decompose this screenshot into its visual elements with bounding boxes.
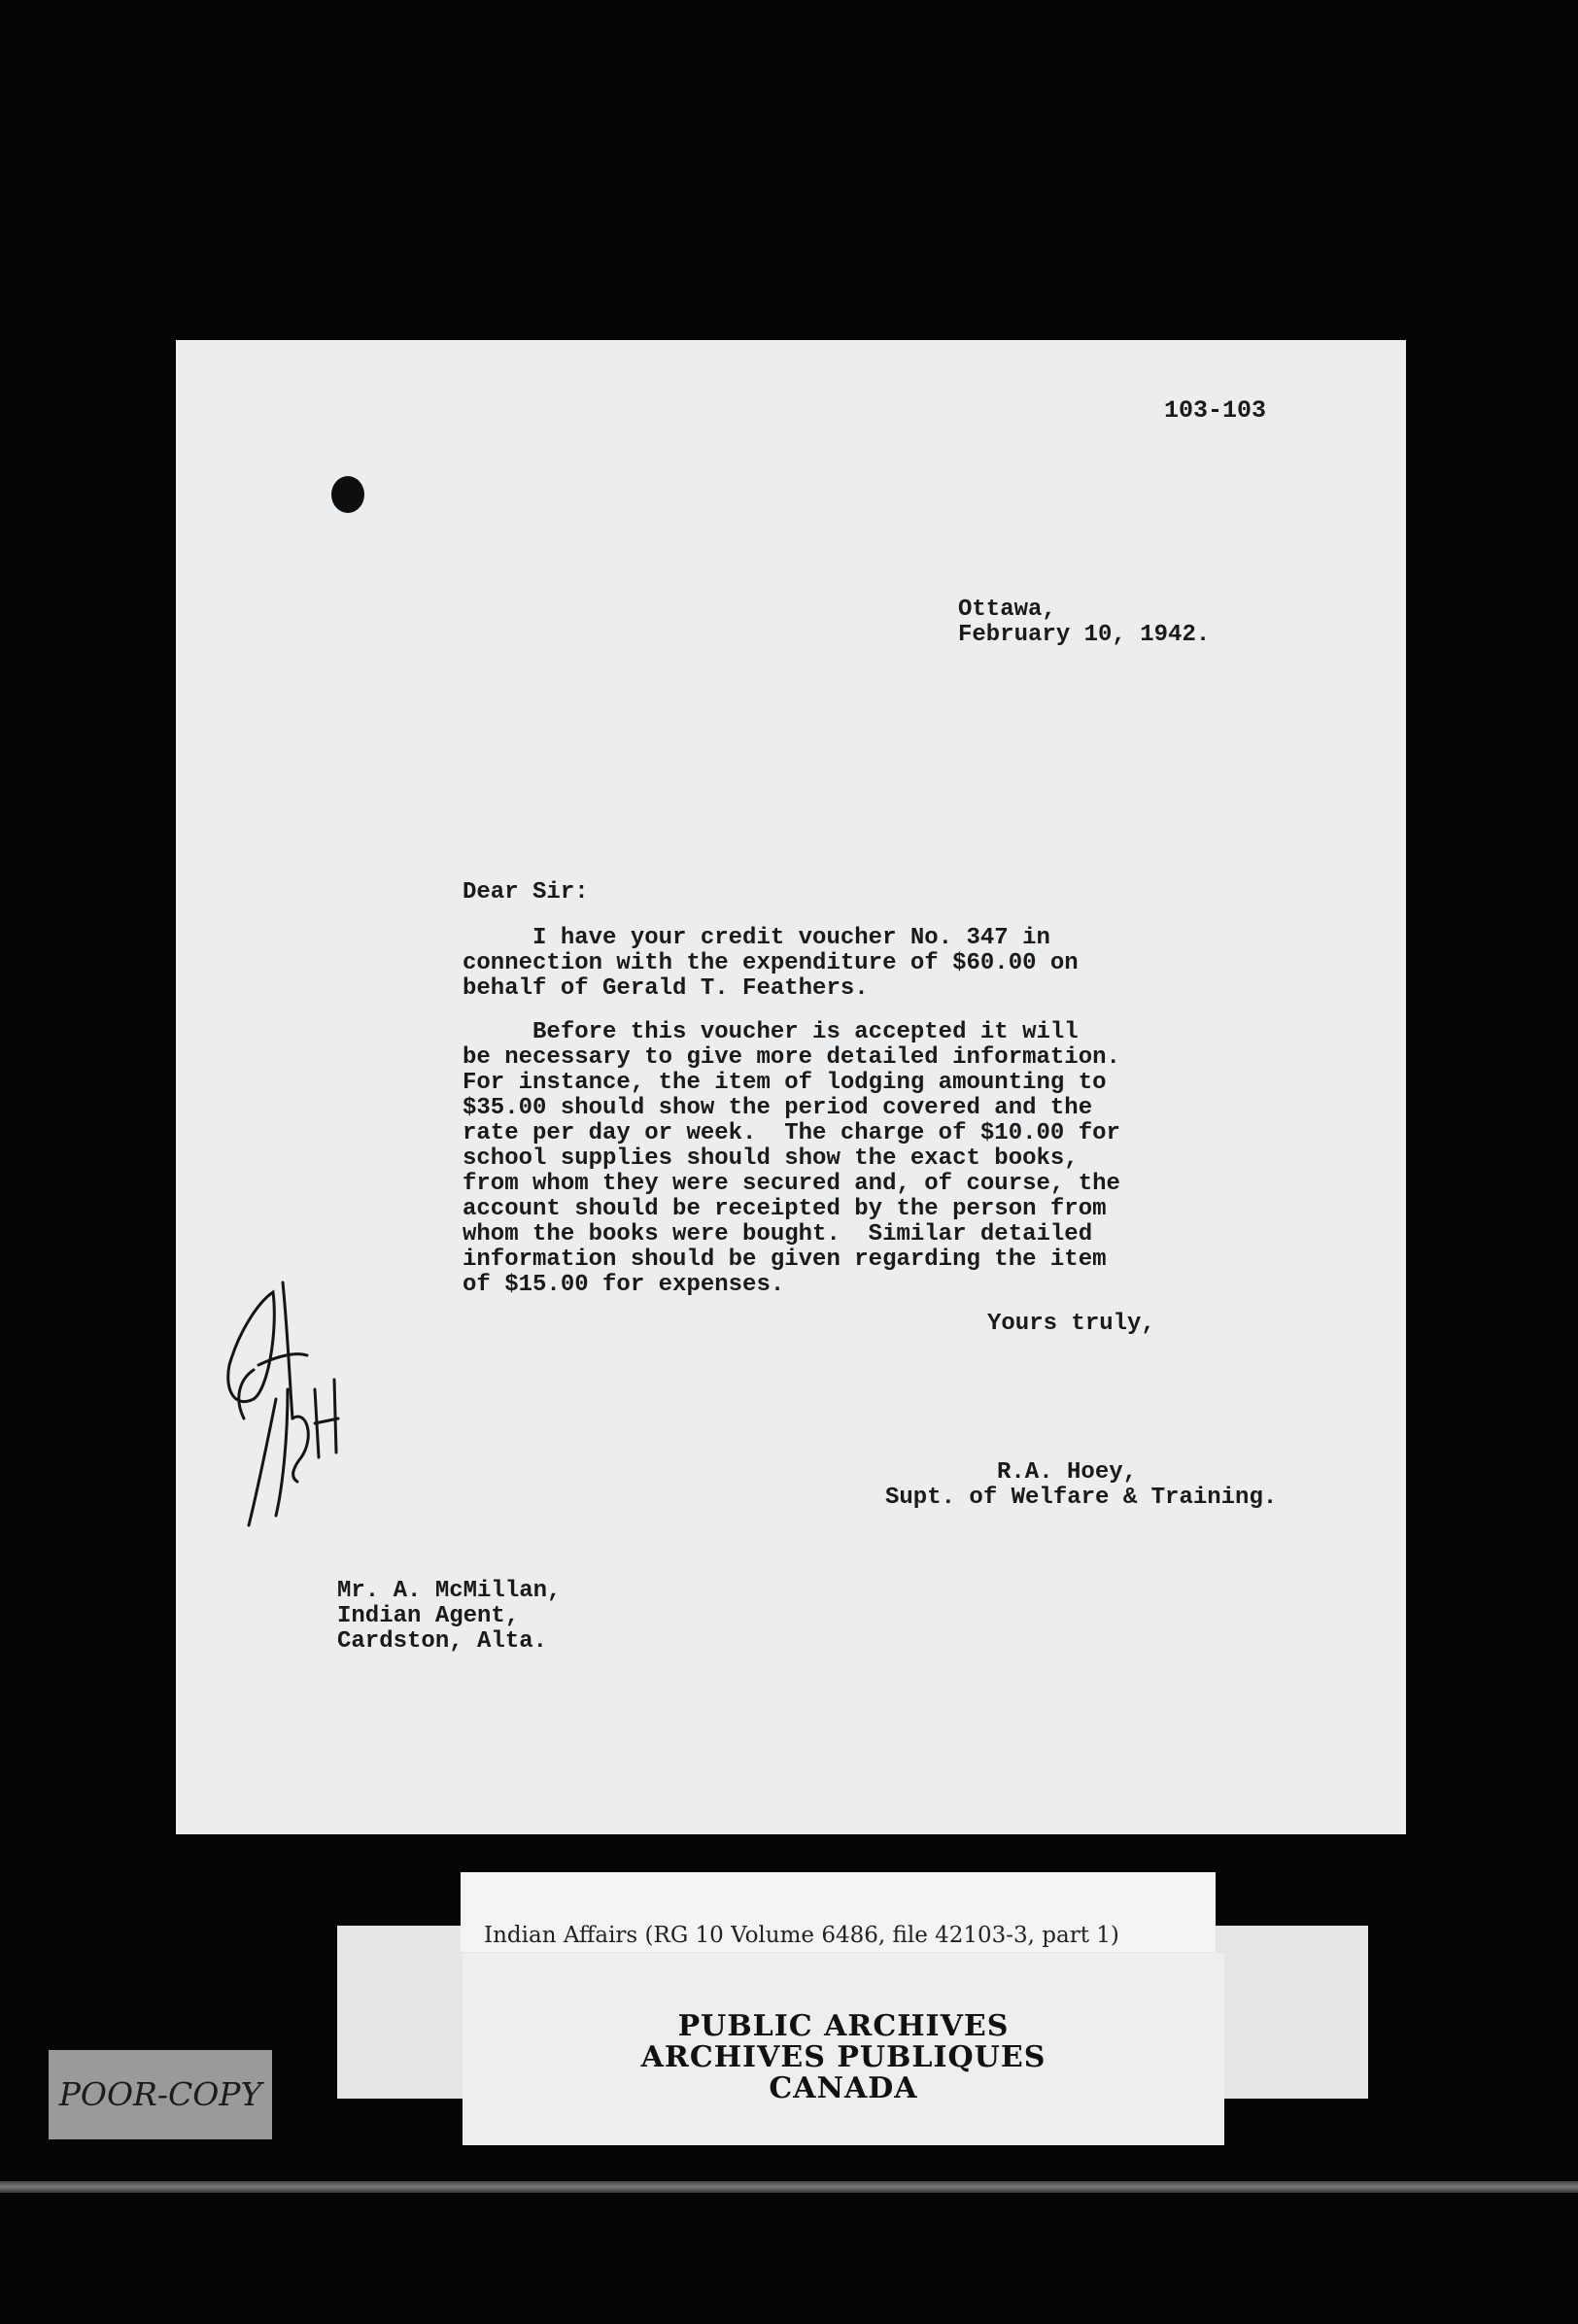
place: Ottawa,	[958, 597, 1056, 623]
salutation: Dear Sir:	[463, 879, 589, 906]
signature-block	[885, 1460, 1277, 1511]
signatory-title: Supt. of Welfare & Training.	[885, 1485, 1278, 1511]
handwritten-initials	[200, 1273, 356, 1564]
film-edge-strip	[0, 2181, 1578, 2193]
date-block	[958, 598, 1210, 648]
letter-date: February 10, 1942.	[958, 622, 1211, 648]
archive-source-citation: Indian Affairs (RG 10 Volume 6486, file 42103-3, part 1)	[484, 1923, 1119, 1948]
file-reference: 103-103	[1164, 396, 1267, 425]
stamp-line-1: PUBLIC ARCHIVES	[677, 2009, 1010, 2043]
stamp-line-3: CANADA	[769, 2071, 918, 2105]
closing: Yours truly,	[987, 1311, 1155, 1337]
punch-hole	[331, 476, 364, 513]
paragraph-2: Before this voucher is accepted it will be necessary to give more detailed information. For instance, the item of lodging amounting to $35.00 should show the period covered and the rate per day or week. The charge of $10.00 for school supplies should show the exact books, from whom they were secured and, of course, the account should be receipted by the person from whom the books were bought. Similar detailed information should be given regarding the item of $15.00 for expenses.	[463, 1019, 1120, 1298]
stamp-line-2: ARCHIVES PUBLIQUES	[640, 2040, 1046, 2074]
poor-copy-tag: POOR-COPY	[49, 2050, 272, 2139]
archive-stamp	[463, 1953, 1224, 2145]
letter-page	[176, 340, 1406, 1834]
paragraph-1: I have your credit voucher No. 347 in connection with the expenditure of $60.00 on behalf of Gerald T. Feathers.	[463, 925, 1079, 1002]
addressee: Mr. A. McMillan, Indian Agent, Cardston, Alta.	[337, 1578, 562, 1655]
signatory-name: R.A. Hoey,	[997, 1459, 1138, 1486]
